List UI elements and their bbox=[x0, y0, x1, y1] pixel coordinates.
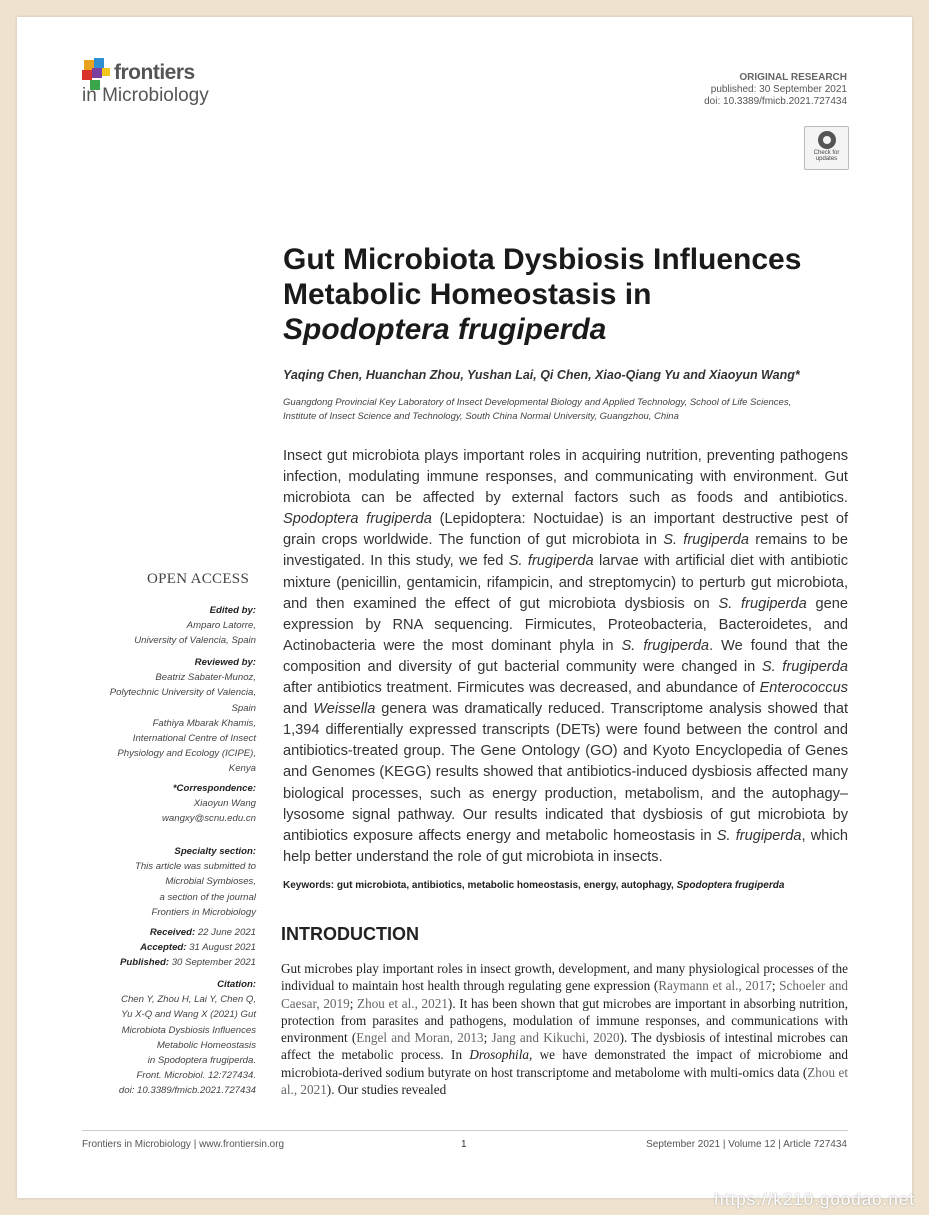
watermark: https://k210.goodao.net bbox=[714, 1190, 915, 1209]
correspondence: *Correspondence: Xiaoyun Wang wangxy@scnu.edu.cn bbox=[66, 781, 256, 827]
check-updates-button[interactable]: Check for updates bbox=[804, 126, 849, 170]
keywords: Keywords: gut microbiota, antibiotics, metabolic homeostasis, energy, autophagy, Spodoptera frugiperda bbox=[283, 880, 785, 891]
published-date: published: 30 September 2021 bbox=[710, 84, 847, 95]
footer-journal[interactable]: Frontiers in Microbiology | www.frontiersin.org bbox=[82, 1139, 285, 1150]
citation-link[interactable]: Engel and Moran, 2013 bbox=[356, 1030, 484, 1046]
footer-divider bbox=[82, 1130, 848, 1131]
citation-link[interactable]: Schoeler and Caesar, 2019 bbox=[281, 978, 849, 1011]
citation-link[interactable]: Zhou et al., 2021 bbox=[281, 1064, 848, 1098]
footer-issue: September 2021 | Volume 12 | Article 727434 bbox=[646, 1139, 847, 1150]
doi[interactable]: doi: 10.3389/fmicb.2021.727434 bbox=[704, 96, 847, 107]
abstract: Insect gut microbiota plays important roles in acquiring nutrition, preventing pathogens infection, modulating immune responses, and communicating with environment. Gut microbiota can be affected by external factors such as foods and antibiotics. Spodoptera frugiperda (Lepidoptera: Noctuidae) is an important destructive pest of grain crops worldwide. The function of gut microbiota in S. frugiperda remains to be investigated. In this study, we fed S. frugiperda larvae with artificial diet with antibiotic mixture (penicillin, gentamicin, rifampicin, and streptomycin) to perturb gut microbiota, and then examined the effect of gut microbiota dysbiosis on S. frugiperda gene expression by RNA sequencing. Firmicutes, Proteobacteria, Bacteroidetes, and Actinobacteria were the most dominant phyla in S. frugiperda. We found that the composition and diversity of gut bacterial community were changed in S. frugiperda after antibiotics treatment. Firmicutes was decreased, and abundance of Enterococcus and Weissella genera was dramatically reduced. Transcriptome analysis showed that 1,394 differentially expressed transcripts (DETs) were found between the control and antibiotics-treated group. The Gene Ontology (GO) and Kyoto Encyclopedia of Genes and Genomes (KEGG) results showed that antibiotics-induced dysbiosis affected many biological processes, such as energy production, metabolism, and the autophagy–lysosome signal pathway. Our results indicated that dysbiosis of gut microbiota by antibiotics exposure affects energy and metabolic homeostasis in S. frugiperda, which help better understand the role of gut microbiota in insects. bbox=[283, 448, 849, 865]
introduction-heading: INTRODUCTION bbox=[281, 924, 419, 944]
authors[interactable]: Yaqing Chen, Huanchan Zhou, Yushan Lai, Qi Chen, Xiao-Qiang Yu and Xiaoyun Wang* bbox=[283, 368, 800, 382]
specialty-section: Specialty section: This article was submitted to Microbial Symbioses, a section of the journal Frontiers in Microbiology bbox=[134, 846, 256, 918]
reviewed-by: Reviewed by: Beatriz Sabater-Munoz, Polytechnic University of Valencia, Spain Fathiya Mbarak Khamis, International Centre of Insect Physiology and Ecology (ICIPE), Kenya bbox=[109, 657, 256, 775]
citation-link[interactable]: Raymann et al., 2017 bbox=[658, 978, 772, 994]
citation-link[interactable]: Jang and Kikuchi, 2020 bbox=[491, 1030, 620, 1046]
check-updates-icon bbox=[818, 131, 836, 149]
affiliation: Guangdong Provincial Key Laboratory of Insect Developmental Biology and Applied Technology, School of Life Sciences, Institute of Insect Science and Technology, South China Normal University, Guangzhou, China bbox=[283, 397, 792, 422]
open-access-label: OPEN ACCESS bbox=[147, 571, 250, 587]
edited-by: Edited by: Amparo Latorre, University of Valencia, Spain bbox=[134, 605, 256, 647]
journal-brand[interactable]: frontiers bbox=[114, 61, 195, 84]
correspondence-email[interactable]: wangxy@scnu.edu.cn bbox=[161, 813, 256, 825]
introduction-text: Gut microbes play important roles in insect growth, development, and many physiological processes of the individual to maintain host health through regulating gene expression (Raymann et al., 2017; Schoeler and Caesar, 2019; Zhou et al., 2021). It has been shown that gut microbes are important in absorbing nutrition, protection from parasites and pathogens, modulation of immune responses, and communications with environment (Engel and Moran, 2013; Jang and Kikuchi, 2020). The dysbiosis of intestinal microbes can affect the metabolic process. In Drosophila, we have demonstrated the impact of microbiome and microbiota-derived sodium butyrate on host transcriptome and metabolome with multi-omics data (Zhou et al., 2021). Our studies revealed bbox=[281, 961, 849, 1098]
page-number: 1 bbox=[461, 1139, 467, 1150]
journal-subtitle[interactable]: in Microbiology bbox=[82, 85, 209, 106]
article-title: Gut Microbiota Dysbiosis Influences Metabolic Homeostasis in Spodoptera frugiperda bbox=[283, 243, 802, 346]
dates: Received: 22 June 2021 Accepted: 31 August 2021 Published: 30 September 2021 bbox=[120, 927, 256, 969]
article-type: ORIGINAL RESEARCH bbox=[739, 72, 847, 83]
article-meta bbox=[704, 72, 847, 108]
citation: Citation: Chen Y, Zhou H, Lai Y, Chen Q, Yu X-Q and Wang X (2021) Gut Microbiota Dysbiosis Influences Metabolic Homeostasis in Spodoptera frugiperda. Front. Microbiol. 12:727434. doi: 10.3389/fmicb.2021.727434 bbox=[118, 979, 256, 1097]
citation-link[interactable]: Zhou et al., 2021 bbox=[357, 995, 448, 1011]
